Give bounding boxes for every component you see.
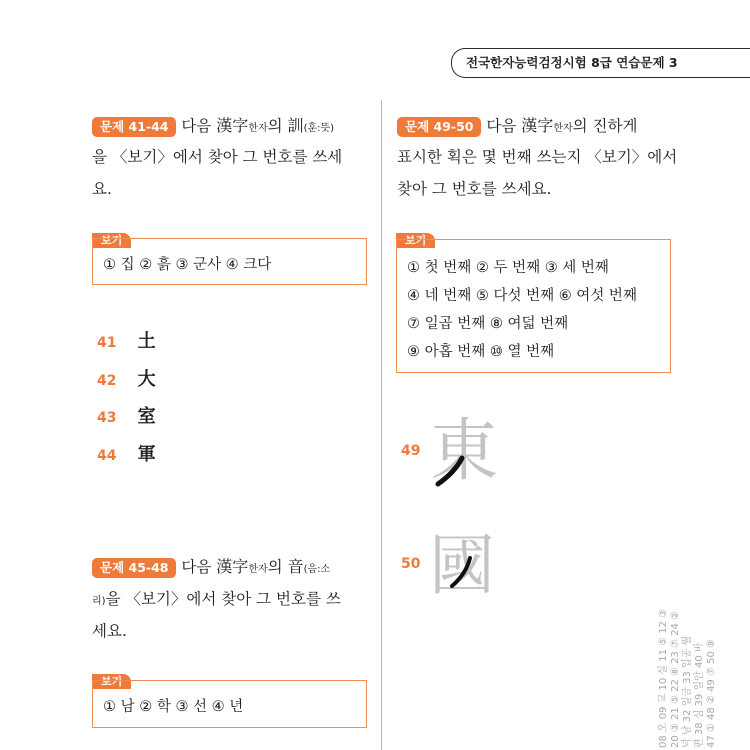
- page-header-tab: [451, 48, 750, 78]
- answer-line: 47 ① 48 ② 49 ⑦ 50 ⑨: [706, 638, 717, 748]
- question-45-48-line2: [92, 585, 341, 616]
- question-badge-45-48: 문제 45-48: [92, 558, 176, 578]
- item-43: [97, 402, 156, 428]
- text: 다음: [181, 117, 217, 135]
- item-hanja: 室: [137, 406, 156, 427]
- item-42: [97, 365, 156, 391]
- bogi-options-1: ① 집 ② 흙 ③ 군사 ④ 크다: [103, 257, 272, 273]
- question-41-44-line2: 을 〈보기〉에서 찾아 그 번호를 쓰세: [92, 148, 343, 166]
- bogi-option-line: ④ 네 번째 ⑤ 다섯 번째 ⑥ 여섯 번째: [407, 288, 637, 304]
- bogi-box-3: [396, 239, 671, 373]
- question-45-48-line3: 세요.: [92, 622, 127, 640]
- item-hanja: 大: [137, 369, 156, 390]
- text: 의: [267, 558, 288, 576]
- question-49-50-line2: 표시한 획은 몇 번째 쓰는지 〈보기〉에서: [397, 148, 678, 166]
- item-50-hanja: 國: [429, 527, 495, 604]
- text: 을 〈보기〉에서 찾아 그 번호를 쓰: [105, 590, 341, 608]
- item-41: [97, 327, 156, 353]
- answer-line: 08 오 09 교 10 실 11 ⑤ 12 ③: [658, 608, 669, 748]
- item-50-stroke-figure: [426, 528, 498, 604]
- question-badge-49-50: 문제 49-50: [397, 117, 481, 137]
- bogi-option-line: ⑦ 일곱 번째 ⑧ 여덟 번째: [407, 316, 569, 332]
- item-number: 43: [97, 410, 117, 426]
- answer-key-strip: [648, 590, 748, 750]
- column-divider: [381, 100, 382, 750]
- small-text: (음:소: [303, 564, 331, 575]
- small-text: (훈:뜻): [303, 123, 335, 134]
- item-49-hanja: 東: [429, 412, 498, 491]
- question-49-50-line3: 찾아 그 번호를 쓰세요.: [397, 180, 552, 198]
- bogi-option-line: ① 첫 번째 ② 두 번째 ③ 세 번째: [407, 260, 609, 276]
- bogi-tag-1: 보기: [92, 233, 131, 248]
- question-49-50-line1: [397, 111, 637, 143]
- bogi-option-line: ⑨ 아홉 번째 ⑩ 열 번째: [407, 344, 555, 360]
- question-41-44-line3: 요.: [92, 180, 112, 198]
- hanja-text: 音: [287, 557, 304, 576]
- item-hanja: 土: [137, 331, 156, 352]
- answer-line: 편 38 심 39 일안 40 바: [694, 642, 705, 748]
- highlighted-stroke-icon: [426, 528, 498, 604]
- bogi-tag-3: 보기: [396, 233, 435, 248]
- small-text: 한자: [248, 123, 268, 134]
- highlighted-stroke-icon: [428, 414, 500, 490]
- small-text: 한자: [248, 564, 268, 575]
- item-44: [97, 440, 156, 466]
- answer-line: 20 ③ 21 ⑤ 22 ⑧ 23 ⑦ 24 ②: [670, 610, 681, 748]
- small-text: 리): [92, 596, 106, 607]
- question-badge-41-44: 문제 41-44: [92, 117, 176, 137]
- bogi-box-1: [92, 238, 367, 285]
- bogi-options-2: ① 남 ② 학 ③ 선 ④ 년: [103, 699, 244, 715]
- item-number: 41: [97, 335, 117, 351]
- text: 다음: [181, 558, 217, 576]
- item-number-50: 50: [401, 556, 421, 572]
- small-text: 한자: [553, 123, 573, 134]
- bogi-tag-2: 보기: [92, 674, 131, 689]
- text: 다음: [486, 117, 522, 135]
- hanja-text: 訓: [287, 116, 304, 135]
- item-49-stroke-figure: [428, 414, 500, 490]
- item-hanja: 軍: [137, 444, 156, 465]
- bogi-box-2: [92, 680, 367, 728]
- text: 의 진하게: [572, 117, 638, 135]
- page-header-title: 전국한자능력검정시험 8급 연습문제 3: [466, 55, 678, 70]
- answer-line: 넉 남 32 일금 33 입공 월: [682, 635, 693, 748]
- item-number: 44: [97, 448, 117, 464]
- item-number: 42: [97, 373, 117, 389]
- hanja-text: 漢字: [521, 116, 554, 135]
- hanja-text: 漢字: [216, 557, 249, 576]
- question-45-48-line1: [92, 552, 330, 584]
- hanja-text: 漢字: [216, 116, 249, 135]
- item-number-49: 49: [401, 443, 421, 459]
- question-41-44-line1: [92, 111, 334, 143]
- text: 의: [267, 117, 288, 135]
